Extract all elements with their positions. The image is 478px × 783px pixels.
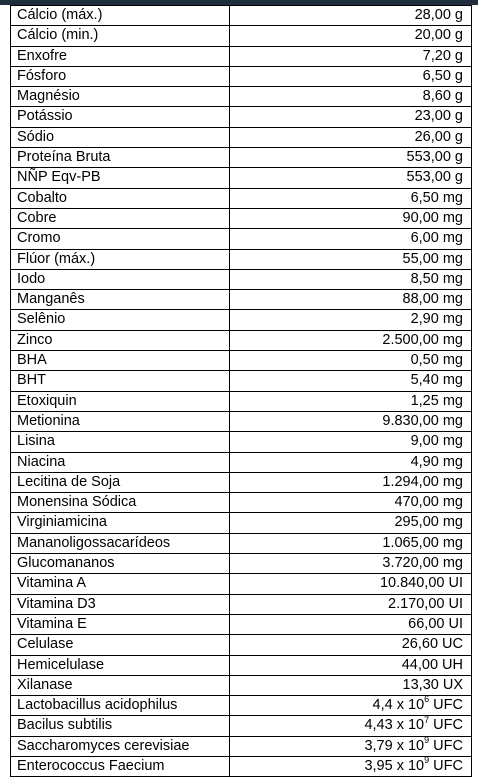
table-row: [11, 676, 472, 696]
nutrient-name: Lactobacillus acidophilus: [11, 696, 230, 715]
value-text: 2.170,00 UI: [388, 595, 463, 612]
nutrient-name: Enxofre: [11, 47, 230, 66]
nutrient-name: Enterococcus Faecium: [11, 757, 230, 776]
nutrient-value: [230, 737, 472, 756]
nutrient-name: Vitamina D3: [11, 595, 230, 614]
table-row: [11, 534, 472, 554]
table-row: [11, 67, 472, 87]
value-text: 470,00 mg: [394, 494, 463, 511]
nutrient-name: Potássio: [11, 107, 230, 126]
nutrient-value: [230, 87, 472, 106]
table-row: [11, 107, 472, 127]
table-row: [11, 250, 472, 270]
nutrient-name: Vitamina E: [11, 615, 230, 634]
nutrient-value: [230, 310, 472, 329]
value-text: 4,43 x 10: [364, 717, 425, 734]
nutrient-name: Lisina: [11, 432, 230, 451]
nutrient-value: [230, 676, 472, 695]
value-text: 6,00 mg: [410, 230, 463, 247]
table-row: [11, 189, 472, 209]
nutrient-value: [230, 453, 472, 472]
nutrient-value: [230, 209, 472, 228]
nutrient-name: Cobre: [11, 209, 230, 228]
nutrient-name: Celulase: [11, 635, 230, 654]
value-text: 8,50 mg: [410, 270, 463, 287]
nutrient-name: NÑP Eqv-PB: [11, 168, 230, 187]
value-text: 5,40 mg: [410, 372, 463, 389]
value-text: 23,00 g: [414, 108, 463, 125]
value-text: 8,60 g: [422, 88, 463, 105]
nutrient-value: [230, 574, 472, 593]
nutrient-value: [230, 26, 472, 45]
table-row: [11, 148, 472, 168]
value-text: 88,00 mg: [402, 291, 463, 308]
value-text: 6,50 g: [422, 67, 463, 84]
nutrient-name: Mananoligossacarídeos: [11, 534, 230, 553]
nutrient-value: [230, 47, 472, 66]
table-row: [11, 412, 472, 432]
table-row: [11, 513, 472, 533]
nutrient-name: BHT: [11, 371, 230, 390]
value-text: 9,00 mg: [410, 433, 463, 450]
nutrient-value: [230, 168, 472, 187]
value-text: 1.065,00 mg: [382, 534, 463, 551]
table-row: [11, 493, 472, 513]
nutrient-value: [230, 392, 472, 411]
nutrient-name: Hemicelulase: [11, 656, 230, 675]
table-row: [11, 595, 472, 615]
value-text: 10.840,00 UI: [379, 575, 463, 592]
table-row: [11, 270, 472, 290]
nutrient-name: Cobalto: [11, 189, 230, 208]
table-row: [11, 371, 472, 391]
nutrient-name: BHA: [11, 351, 230, 370]
value-text: 1.294,00 mg: [382, 473, 463, 490]
value-text: 295,00 mg: [394, 514, 463, 531]
nutrient-name: Virginiamicina: [11, 513, 230, 532]
nutrient-table: [10, 5, 472, 777]
nutrient-value: [230, 67, 472, 86]
table-row: [11, 290, 472, 310]
nutrient-value: [230, 189, 472, 208]
table-row: [11, 229, 472, 249]
nutrient-value: [230, 513, 472, 532]
table-row: [11, 310, 472, 330]
nutrient-value: [230, 493, 472, 512]
nutrient-value: [230, 757, 472, 776]
value-text: 44,00 UH: [401, 656, 463, 673]
nutrient-value: [230, 351, 472, 370]
nutrient-name: Vitamina A: [11, 574, 230, 593]
table-row: [11, 716, 472, 736]
nutrient-value: [230, 331, 472, 350]
value-text: 3.720,00 mg: [382, 555, 463, 572]
nutrient-value: [230, 107, 472, 126]
nutrient-value: [230, 615, 472, 634]
value-text: 13,30 UX: [402, 676, 463, 693]
nutrient-value: [230, 250, 472, 269]
nutrient-value: [230, 635, 472, 654]
nutrient-name: Selênio: [11, 310, 230, 329]
nutrient-name: Zinco: [11, 331, 230, 350]
nutrient-value: [230, 716, 472, 735]
value-unit: UFC: [429, 717, 463, 734]
nutrient-name: Iodo: [11, 270, 230, 289]
table-row: [11, 696, 472, 716]
value-exponent: 6: [424, 696, 430, 705]
nutrient-value: [230, 473, 472, 492]
value-text: 9.830,00 mg: [382, 412, 463, 429]
value-text: 55,00 mg: [402, 250, 463, 267]
nutrient-name: Etoxiquin: [11, 392, 230, 411]
nutrient-value: [230, 432, 472, 451]
value-unit: UFC: [429, 737, 463, 754]
nutrient-name: Metionina: [11, 412, 230, 431]
value-text: 26,00 g: [414, 128, 463, 145]
table-row: [11, 574, 472, 594]
value-text: 4,90 mg: [410, 453, 463, 470]
nutrient-name: Sódio: [11, 128, 230, 147]
value-text: 2.500,00 mg: [382, 331, 463, 348]
table-row: [11, 6, 472, 26]
nutrient-name: Saccharomyces cerevisiae: [11, 737, 230, 756]
value-text: 0,50 mg: [410, 352, 463, 369]
table-row: [11, 87, 472, 107]
table-row: [11, 453, 472, 473]
nutrient-name: Manganês: [11, 290, 230, 309]
nutrient-value: [230, 270, 472, 289]
table-row: [11, 757, 472, 777]
nutrient-name: Monensina Sódica: [11, 493, 230, 512]
value-text: 4,4 x 10: [372, 697, 425, 714]
table-row: [11, 331, 472, 351]
value-text: 6,50 mg: [410, 189, 463, 206]
table-row: [11, 128, 472, 148]
table-row: [11, 432, 472, 452]
nutrient-value: [230, 6, 472, 25]
table-row: [11, 656, 472, 676]
nutrient-name: Glucomananos: [11, 554, 230, 573]
nutrient-name: Niacina: [11, 453, 230, 472]
nutrient-name: Magnésio: [11, 87, 230, 106]
value-text: 26,60 UC: [401, 636, 463, 653]
table-row: [11, 554, 472, 574]
nutrient-name: Xilanase: [11, 676, 230, 695]
table-row: [11, 473, 472, 493]
value-text: 553,00 g: [406, 149, 463, 166]
table-row: [11, 392, 472, 412]
value-text: 20,00 g: [414, 27, 463, 44]
nutrient-value: [230, 412, 472, 431]
value-text: 28,00 g: [414, 7, 463, 23]
value-text: 2,90 mg: [410, 311, 463, 328]
value-exponent: 9: [424, 756, 430, 766]
nutrient-value: [230, 595, 472, 614]
table-row: [11, 209, 472, 229]
nutrient-name: Proteína Bruta: [11, 148, 230, 167]
nutrient-name: Lecitina de Soja: [11, 473, 230, 492]
nutrient-name: Bacilus subtilis: [11, 716, 230, 735]
nutrient-name: Cromo: [11, 229, 230, 248]
value-exponent: 7: [424, 716, 430, 725]
nutrient-name: Fósforo: [11, 67, 230, 86]
nutrient-name: Cálcio (máx.): [11, 6, 230, 25]
value-text: 1,25 mg: [410, 392, 463, 409]
nutrient-value: [230, 554, 472, 573]
nutrient-value: [230, 534, 472, 553]
nutrient-value: [230, 696, 472, 715]
value-text: 90,00 mg: [402, 209, 463, 226]
nutrient-value: [230, 148, 472, 167]
table-row: [11, 351, 472, 371]
value-unit: UFC: [429, 697, 463, 714]
nutrient-value: [230, 290, 472, 309]
value-text: 553,00 g: [406, 169, 463, 186]
value-text: 3,95 x 10: [364, 757, 425, 774]
nutrient-value: [230, 656, 472, 675]
table-row: [11, 635, 472, 655]
table-row: [11, 26, 472, 46]
value-text: 7,20 g: [422, 47, 463, 64]
value-text: 66,00 UI: [408, 615, 463, 632]
value-text: 3,79 x 10: [364, 737, 425, 754]
nutrient-value: [230, 128, 472, 147]
nutrient-name: Cálcio (min.): [11, 26, 230, 45]
table-row: [11, 615, 472, 635]
table-row: [11, 47, 472, 67]
nutrient-value: [230, 371, 472, 390]
value-unit: UFC: [429, 757, 463, 774]
nutrient-name: Flúor (máx.): [11, 250, 230, 269]
value-exponent: 9: [424, 736, 430, 745]
table-row: [11, 168, 472, 188]
nutrient-value: [230, 229, 472, 248]
table-row: [11, 737, 472, 757]
